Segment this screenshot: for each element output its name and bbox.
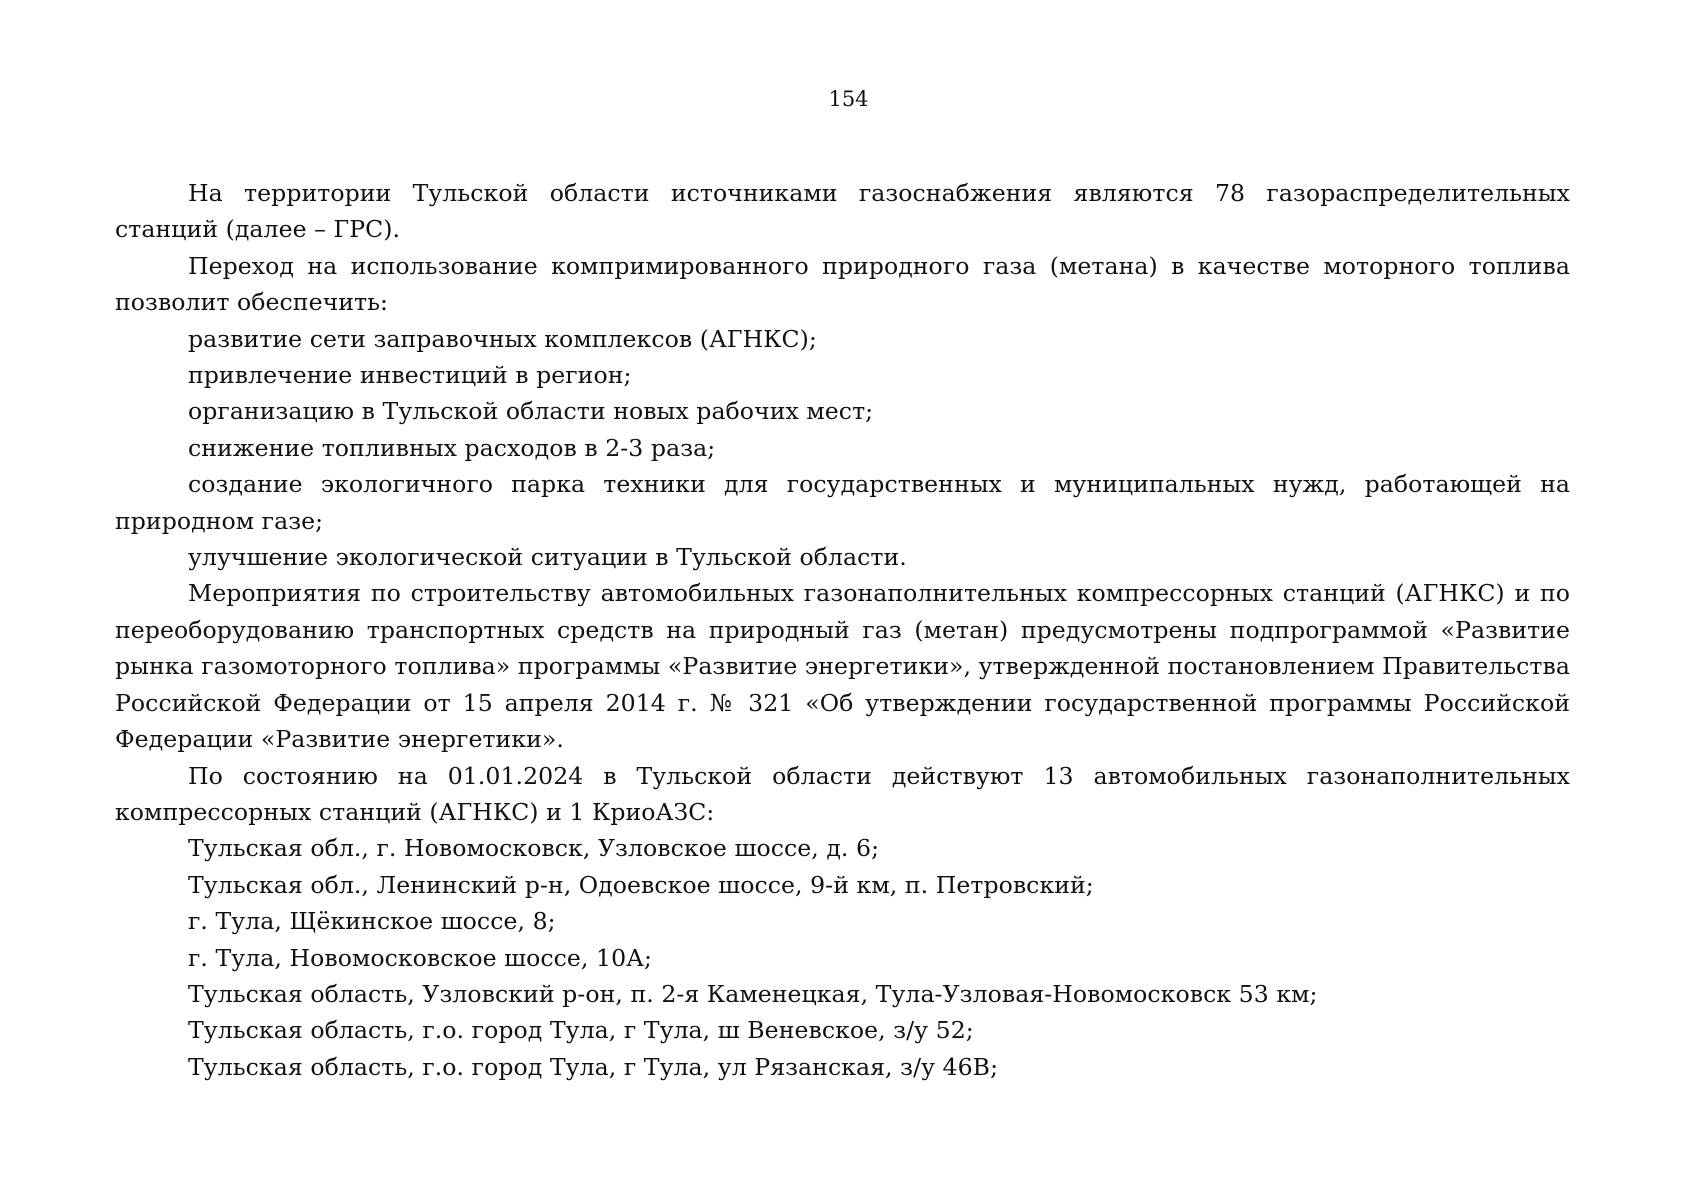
- paragraph-methane-transition: Переход на использование компримированного природного газа (метана) в качестве моторного топлива позволит обеспечить:: [115, 251, 1570, 317]
- document-body: [115, 175, 1570, 1085]
- list-item: создание экологичного парка техники для государственных и муниципальных нужд, работающей на природном газе;: [115, 470, 1570, 535]
- paragraph-station-status: По состоянию на 01.01.2024 в Тульской области действуют 13 автомобильных газонаполнительных компрессорных станций (АГНКС) и 1 КриоАЗС:: [115, 761, 1570, 826]
- address-item: г. Тула, Щёкинское шоссе, 8;: [188, 907, 556, 936]
- page-number: 154: [828, 87, 869, 111]
- list-item: улучшение экологической ситуации в Тульской области.: [188, 543, 907, 572]
- list-item: снижение топливных расходов в 2-3 раза;: [188, 433, 716, 462]
- list-item: развитие сети заправочных комплексов (АГНКС);: [188, 324, 817, 353]
- address-item: г. Тула, Новомосковское шоссе, 10А;: [188, 943, 653, 972]
- paragraph-gas-stations: На территории Тульской области источниками газоснабжения являются 78 газораспределительных станций (далее – ГРС).: [115, 179, 1570, 244]
- address-item: Тульская область, г.о. город Тула, г Тула, ул Рязанская, з/у 46В;: [188, 1052, 999, 1081]
- list-item: организацию в Тульской области новых рабочих мест;: [188, 397, 874, 426]
- list-item: привлечение инвестиций в регион;: [188, 361, 632, 390]
- address-item: Тульская область, Узловский р-он, п. 2-я Каменецкая, Тула-Узловая-Новомосковск 53 км;: [188, 979, 1318, 1008]
- address-item: Тульская обл., Ленинский р-н, Одоевское шоссе, 9-й км, п. Петровский;: [188, 870, 1094, 899]
- address-item: Тульская область, г.о. город Тула, г Тула, ш Веневское, з/у 52;: [188, 1016, 974, 1045]
- address-item: Тульская обл., г. Новомосковск, Узловское шоссе, д. 6;: [188, 834, 880, 863]
- paragraph-program-measures: Мероприятия по строительству автомобильных газонаполнительных компрессорных станций (АГНКС) и по переоборудованию транспортных средств на природный газ (метан) предусмотрены подпрограммой «Развитие рынка газомоторного топлива» программы «Развитие энергетики», утвержденной постановлением Правительства Российской Федерации от 15 апреля 2014 г. № 321 «Об утверждении государственной программы Российской Федерации «Развитие энергетики».: [115, 579, 1570, 754]
